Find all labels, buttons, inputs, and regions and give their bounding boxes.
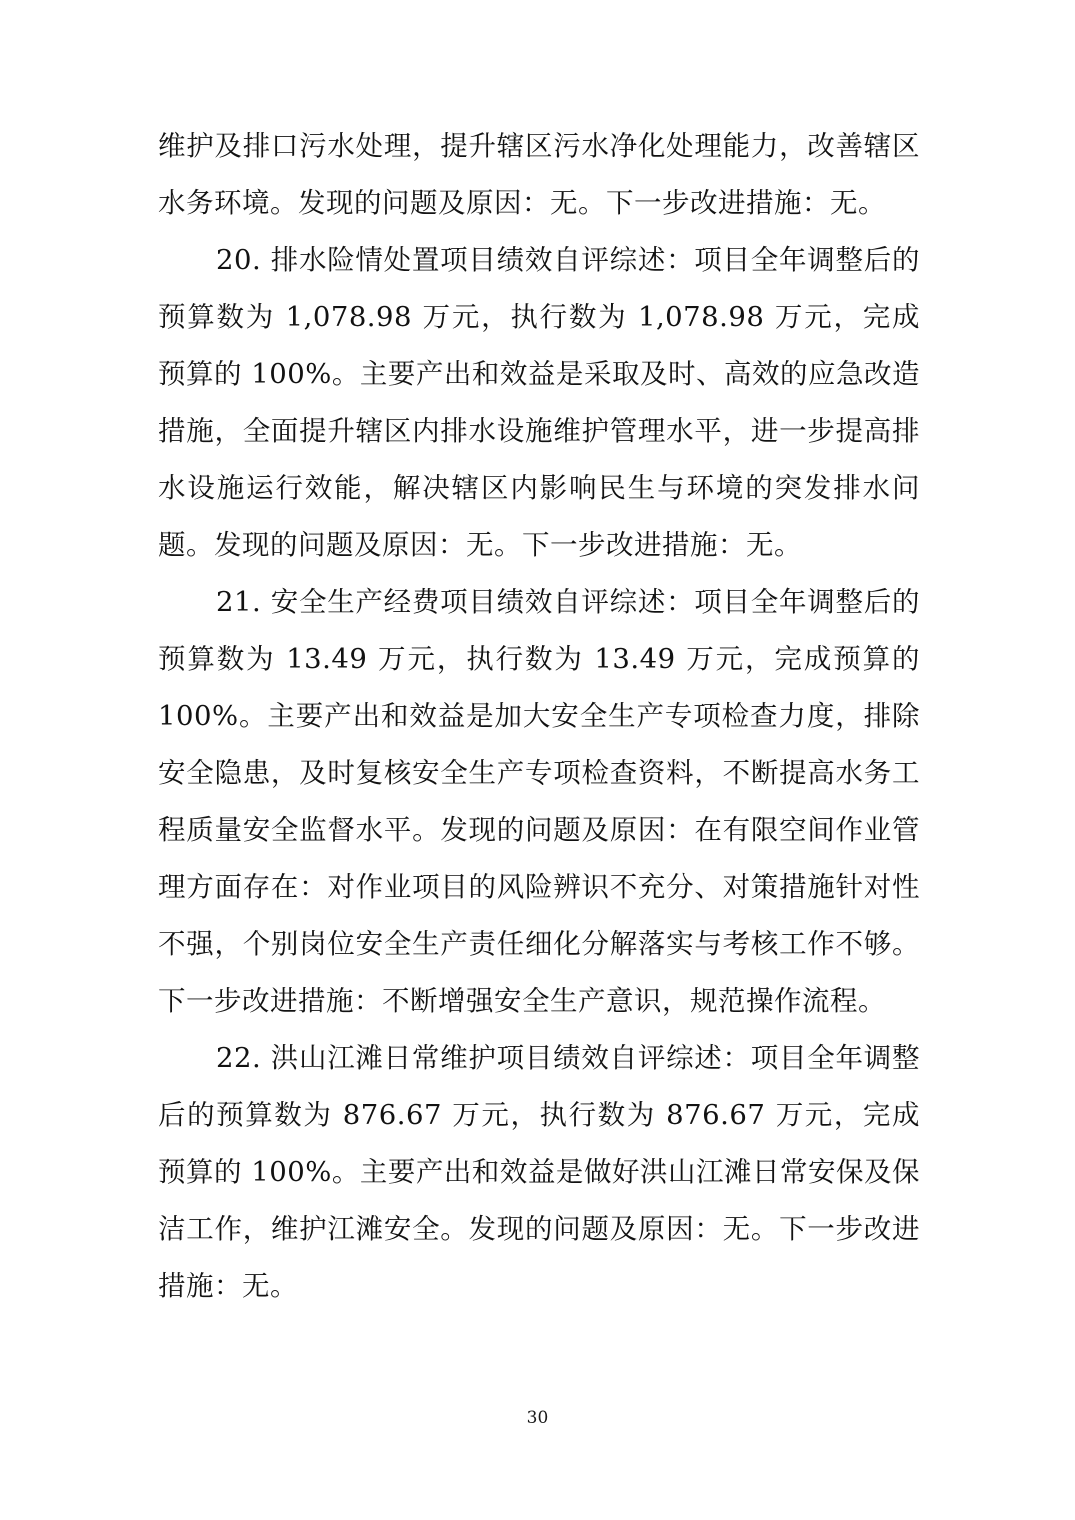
paragraph-item-22: 22. 洪山江滩日常维护项目绩效自评综述：项目全年调整后的预算数为 876.67 万元，执行数为 876.67 万元，完成预算的 100%。主要产出和效益是做好洪山江滩日常安保及保洁工作，维护江滩安全。发现的问题及原因：无。下一步改进措施：无。 bbox=[158, 1042, 920, 1302]
paragraph-continuation: 维护及排口污水处理，提升辖区污水净化处理能力，改善辖区水务环境。发现的问题及原因：无。下一步改进措施：无。 bbox=[158, 130, 920, 219]
paragraph-item-20: 20. 排水险情处置项目绩效自评综述：项目全年调整后的预算数为 1,078.98 万元，执行数为 1,078.98 万元，完成预算的 100%。主要产出和效益是采取及时、高效的应急改造措施，全面提升辖区内排水设施维护管理水平，进一步提高排水设施运行效能，解决辖区内影响民生与环境的突发排水问题。发现的问题及原因：无。下一步改进措施：无。 bbox=[158, 244, 920, 561]
page-body bbox=[158, 118, 920, 1315]
page-number: 30 bbox=[526, 1408, 549, 1428]
paragraph-item-21: 21. 安全生产经费项目绩效自评综述：项目全年调整后的预算数为 13.49 万元，执行数为 13.49 万元，完成预算的 100%。主要产出和效益是加大安全生产专项检查力度，排除安全隐患，及时复核安全生产专项检查资料，不断提高水务工程质量安全监督水平。发现的问题及原因：在有限空间作业管理方面存在：对作业项目的风险辨识不充分、对策措施针对性不强，个别岗位安全生产责任细化分解落实与考核工作不够。下一步改进措施：不断增强安全生产意识，规范操作流程。 bbox=[158, 586, 920, 1017]
